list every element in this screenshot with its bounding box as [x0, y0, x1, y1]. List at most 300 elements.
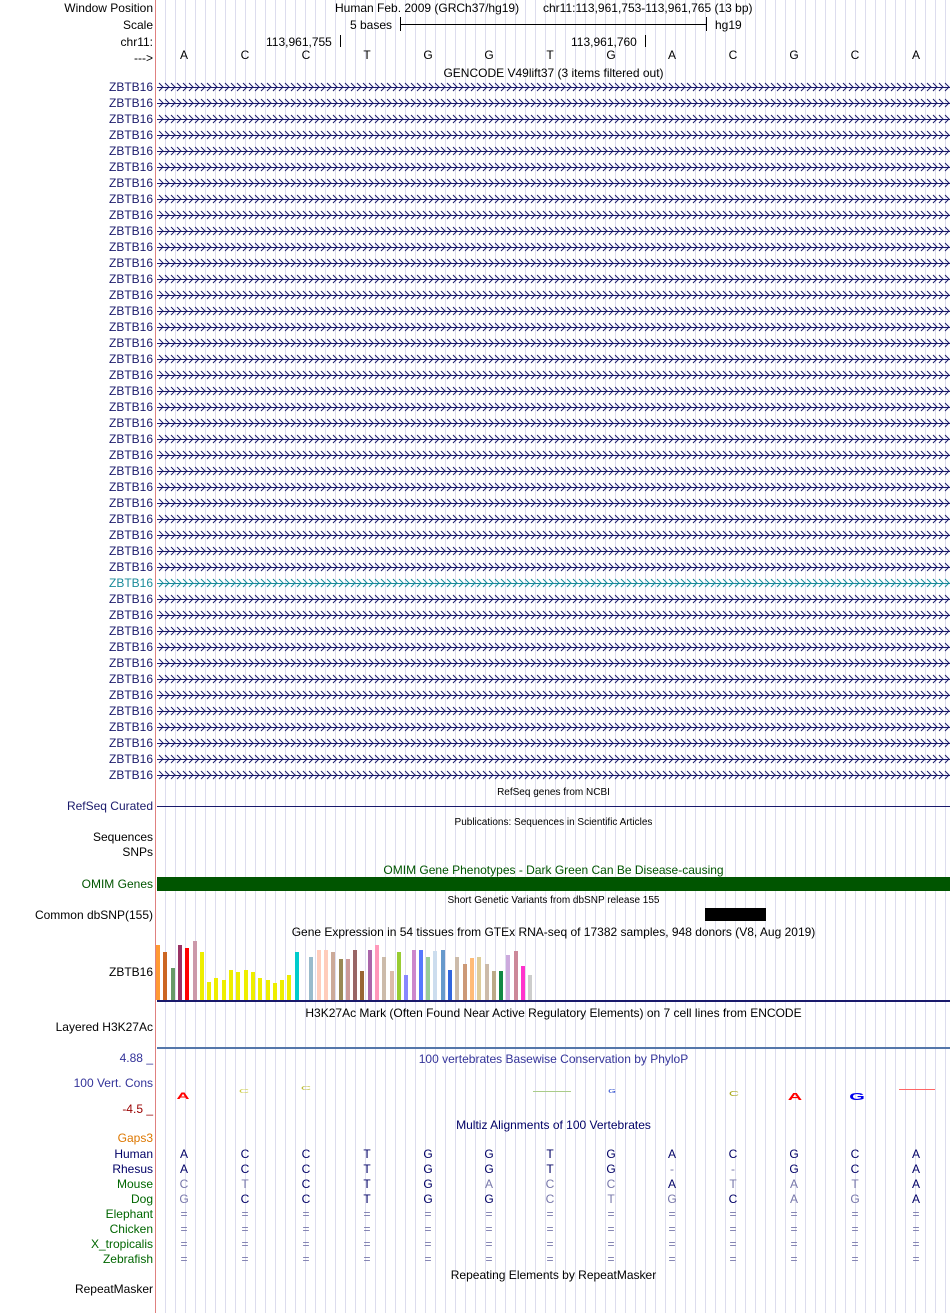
gencode-transcript[interactable] [157, 727, 950, 728]
species-label[interactable]: Rhesus [112, 1162, 153, 1176]
gtex-tissue-bar[interactable] [360, 971, 364, 1000]
species-label[interactable]: Dog [130, 1192, 153, 1206]
gencode-gene-label[interactable]: ZBTB16 [108, 560, 153, 574]
alignment-base: = [302, 1207, 310, 1221]
alignment-base: = [363, 1237, 371, 1251]
gtex-tissue-bar[interactable] [339, 959, 343, 1000]
phylop-ymax: 4.88 _ [119, 1051, 153, 1065]
strand-arrows [157, 114, 950, 125]
alignment-base: G [484, 1162, 494, 1176]
gencode-gene-label[interactable]: ZBTB16 [108, 240, 153, 254]
window-position-text[interactable]: chr11:113,961,753-113,961,765 (13 bp) [543, 1, 753, 15]
alignment-base: C [301, 1147, 311, 1161]
species-label[interactable]: Chicken [109, 1222, 153, 1236]
alignment-base: A [911, 1147, 920, 1161]
alignment-base: A [179, 1147, 188, 1161]
gencode-gene-label[interactable]: ZBTB16 [108, 576, 153, 590]
alignment-base: C [850, 1162, 860, 1176]
strand-label: ---> [134, 51, 153, 65]
alignment-base: = [546, 1252, 554, 1266]
gencode-transcript[interactable] [157, 279, 950, 280]
gencode-gene-label[interactable]: ZBTB16 [108, 512, 153, 526]
gencode-transcript[interactable] [157, 183, 950, 184]
gtex-tissue-bar[interactable] [477, 957, 481, 1000]
alignment-base: C [850, 1147, 860, 1161]
gaps-label[interactable]: Gaps3 [117, 1131, 153, 1145]
publications-label-line1[interactable]: Sequences [92, 830, 153, 844]
alignment-base: = [363, 1222, 371, 1236]
gtex-tissue-bar[interactable] [455, 957, 459, 1000]
gencode-gene-label[interactable]: ZBTB16 [108, 304, 153, 318]
gencode-transcript[interactable] [157, 407, 950, 408]
strand-arrows [157, 354, 950, 365]
strand-arrows [157, 418, 950, 429]
gencode-transcript[interactable] [157, 615, 950, 616]
gtex-tissue-bar[interactable] [251, 972, 255, 1000]
alignment-base: = [668, 1222, 676, 1236]
alignment-base: C [301, 1162, 311, 1176]
alignment-base: G [423, 1192, 433, 1206]
gencode-transcript[interactable] [157, 471, 950, 472]
gencode-gene-label[interactable]: ZBTB16 [108, 96, 153, 110]
gtex-tissue-bar[interactable] [382, 957, 386, 1000]
gencode-gene-label[interactable]: ZBTB16 [108, 656, 153, 670]
strand-arrows [157, 434, 950, 445]
gencode-gene-label[interactable]: ZBTB16 [108, 640, 153, 654]
gencode-transcript[interactable] [157, 199, 950, 200]
phylop-glyph-3: C [300, 1085, 312, 1092]
strand-arrows [157, 498, 950, 509]
alignment-base: T [241, 1177, 249, 1191]
gencode-transcript[interactable] [157, 647, 950, 648]
base-letter: A [179, 48, 188, 62]
multiz-track-title[interactable]: Multiz Alignments of 100 Vertebrates [456, 1118, 651, 1132]
gencode-transcript[interactable] [157, 487, 950, 488]
gencode-transcript[interactable] [157, 711, 950, 712]
refseq-label[interactable]: RefSeq Curated [66, 799, 153, 813]
base-letter: G [606, 48, 616, 62]
gencode-transcript[interactable] [157, 663, 950, 664]
gtex-tissue-bar[interactable] [229, 970, 233, 1000]
gencode-gene-label[interactable]: ZBTB16 [108, 592, 153, 606]
scale-bar [400, 24, 706, 25]
alignment-base: = [485, 1237, 493, 1251]
strand-arrows [157, 546, 950, 557]
gtex-tissue-bar[interactable] [470, 958, 474, 1000]
gencode-gene-label[interactable]: ZBTB16 [108, 496, 153, 510]
gencode-transcript[interactable] [157, 359, 950, 360]
strand-arrows [157, 562, 950, 573]
gtex-tissue-bar[interactable] [185, 948, 189, 1000]
gencode-gene-label[interactable]: ZBTB16 [108, 176, 153, 190]
gtex-tissue-bar[interactable] [368, 950, 372, 1000]
gencode-gene-label[interactable]: ZBTB16 [108, 336, 153, 350]
omim-track-title[interactable]: OMIM Gene Phenotypes - Dark Green Can Be Disease-causing [383, 863, 724, 877]
species-label[interactable]: Elephant [105, 1207, 153, 1221]
alignment-base: = [729, 1222, 737, 1236]
scale-bar-right-tick [706, 17, 707, 31]
gtex-tissue-bar[interactable] [528, 975, 532, 1000]
gencode-transcript[interactable] [157, 759, 950, 760]
db-label: hg19 [715, 18, 742, 32]
strand-arrows [157, 242, 950, 253]
gtex-tissue-bar[interactable] [404, 975, 408, 1000]
gtex-tissue-bar[interactable] [499, 971, 503, 1000]
gencode-gene-label[interactable]: ZBTB16 [108, 608, 153, 622]
gencode-gene-label[interactable]: ZBTB16 [108, 320, 153, 334]
gencode-gene-label[interactable]: ZBTB16 [108, 544, 153, 558]
strand-arrows [157, 226, 950, 237]
gencode-transcript[interactable] [157, 263, 950, 264]
strand-arrows [157, 594, 950, 605]
alignment-base: = [912, 1252, 920, 1266]
alignment-base: T [546, 1147, 554, 1161]
gencode-gene-label[interactable]: ZBTB16 [108, 528, 153, 542]
omim-label[interactable]: OMIM Genes [81, 877, 153, 891]
phylop-glyph-2: C [238, 1088, 250, 1095]
alignment-base: = [851, 1207, 859, 1221]
gencode-gene-label[interactable]: ZBTB16 [108, 672, 153, 686]
window-position-label: Window Position [64, 1, 153, 15]
gtex-tissue-bar[interactable] [331, 952, 335, 1000]
gtex-tissue-bar[interactable] [244, 970, 248, 1000]
strand-arrows [157, 642, 950, 653]
alignment-base: A [911, 1162, 920, 1176]
dbsnp-label[interactable]: Common dbSNP(155) [34, 908, 153, 922]
alignment-base: = [180, 1222, 188, 1236]
alignment-base: = [180, 1252, 188, 1266]
gtex-tissue-bar[interactable] [200, 952, 204, 1000]
gencode-gene-label[interactable]: ZBTB16 [108, 368, 153, 382]
gencode-gene-label[interactable]: ZBTB16 [108, 752, 153, 766]
gencode-transcript[interactable] [157, 567, 950, 568]
scale-label: Scale [122, 18, 153, 32]
gtex-tissue-bar[interactable] [346, 959, 350, 1000]
strand-arrows [157, 386, 950, 397]
strand-arrows [157, 130, 950, 141]
alignment-base: = [485, 1222, 493, 1236]
alignment-base: C [301, 1177, 311, 1191]
gencode-transcript[interactable] [157, 679, 950, 680]
gencode-transcript[interactable] [157, 695, 950, 696]
h3k27ac-track-title[interactable]: H3K27Ac Mark (Often Found Near Active Regulatory Elements) on 7 cell lines from ENCODE [305, 1006, 802, 1020]
gencode-gene-label[interactable]: ZBTB16 [108, 160, 153, 174]
species-label[interactable]: Mouse [116, 1177, 153, 1191]
gtex-tissue-bar[interactable] [441, 950, 445, 1000]
alignment-base: = [424, 1237, 432, 1251]
strand-arrows [157, 674, 950, 685]
gencode-transcript[interactable] [157, 103, 950, 104]
gtex-tissue-bar[interactable] [156, 945, 160, 1000]
gtex-gene-line [157, 1000, 950, 1002]
strand-arrows [157, 98, 950, 109]
gtex-tissue-bar[interactable] [207, 982, 211, 1000]
gencode-gene-label[interactable]: ZBTB16 [108, 480, 153, 494]
alignment-base: A [667, 1177, 676, 1191]
gencode-gene-label[interactable]: ZBTB16 [108, 464, 153, 478]
dbsnp-track-title[interactable]: Short Genetic Variants from dbSNP release 155 [447, 895, 660, 906]
alignment-base: C [240, 1192, 250, 1206]
strand-arrows [157, 338, 950, 349]
gencode-gene-label[interactable]: ZBTB16 [108, 720, 153, 734]
gtex-tissue-bar[interactable] [309, 957, 313, 1000]
gencode-transcript[interactable] [157, 503, 950, 504]
gencode-transcript[interactable] [157, 135, 950, 136]
gtex-tissue-bar[interactable] [353, 950, 357, 1000]
gtex-tissue-bar[interactable] [258, 978, 262, 1000]
publications-track-title[interactable]: Publications: Sequences in Scientific Articles [454, 817, 653, 828]
phylop-glyph-6: C [728, 1090, 740, 1098]
base-letter: G [423, 48, 433, 62]
phylop-ymin: -4.5 _ [122, 1102, 153, 1116]
alignment-base: C [179, 1177, 189, 1191]
strand-arrows [157, 466, 950, 477]
gencode-transcript[interactable] [157, 167, 950, 168]
gtex-tissue-bar[interactable] [163, 952, 167, 1000]
gtex-tissue-bar[interactable] [492, 971, 496, 1000]
gencode-gene-label[interactable]: ZBTB16 [108, 272, 153, 286]
gencode-transcript[interactable] [157, 119, 950, 120]
alignment-base: = [668, 1207, 676, 1221]
base-letter: A [667, 48, 676, 62]
alignment-base: T [546, 1162, 554, 1176]
repeatmasker-label[interactable]: RepeatMasker [74, 1282, 153, 1296]
alignment-base: T [363, 1192, 371, 1206]
gtex-tissue-bar[interactable] [214, 978, 218, 1000]
base-letter: C [301, 48, 311, 62]
gencode-gene-label[interactable]: ZBTB16 [108, 112, 153, 126]
strand-arrows [157, 770, 950, 781]
gencode-transcript[interactable] [157, 743, 950, 744]
gencode-transcript[interactable] [157, 551, 950, 552]
base-letter: T [363, 48, 371, 62]
alignment-base: G [789, 1162, 799, 1176]
alignment-base: = [241, 1222, 249, 1236]
phylop-track-title[interactable]: 100 vertebrates Basewise Conservation by PhyloP [418, 1052, 689, 1066]
alignment-base: = [302, 1237, 310, 1251]
gencode-transcript[interactable] [157, 87, 950, 88]
strand-arrows [157, 530, 950, 541]
gencode-transcript[interactable] [157, 215, 950, 216]
coordinate-tick-2 [645, 35, 646, 47]
gencode-transcript[interactable] [157, 391, 950, 392]
gencode-track-title[interactable]: GENCODE V49lift37 (3 items filtered out) [443, 66, 664, 80]
gtex-tissue-bar[interactable] [193, 941, 197, 1000]
gtex-tissue-bar[interactable] [295, 952, 299, 1000]
alignment-base: A [911, 1192, 920, 1206]
alignment-base: A [911, 1177, 920, 1191]
gencode-transcript[interactable] [157, 423, 950, 424]
gencode-transcript[interactable] [157, 631, 950, 632]
alignment-base: C [240, 1147, 250, 1161]
gtex-label[interactable]: ZBTB16 [108, 965, 153, 979]
strand-arrows [157, 370, 950, 381]
assembly-title: Human Feb. 2009 (GRCh37/hg19) [335, 1, 520, 15]
strand-arrows [157, 402, 950, 413]
gencode-gene-label[interactable]: ZBTB16 [108, 256, 153, 270]
gtex-tissue-bar[interactable] [375, 945, 379, 1000]
gtex-track-title[interactable]: Gene Expression in 54 tissues from GTEx RNA-seq of 17382 samples, 948 donors (V8, Aug 2019) [291, 925, 816, 939]
alignment-base: = [241, 1237, 249, 1251]
base-letter: C [850, 48, 860, 62]
gencode-transcript[interactable] [157, 295, 950, 296]
gencode-gene-label[interactable]: ZBTB16 [108, 704, 153, 718]
phylop-glyph-7: A [787, 1091, 803, 1103]
gencode-transcript[interactable] [157, 231, 950, 232]
species-label[interactable]: Zebrafish [102, 1252, 153, 1266]
gtex-tissue-bar[interactable] [390, 971, 394, 1000]
gtex-tissue-bar[interactable] [448, 970, 452, 1000]
base-letter: G [484, 48, 494, 62]
gencode-gene-label[interactable]: ZBTB16 [108, 80, 153, 94]
alignment-base: = [668, 1237, 676, 1251]
gencode-gene-label[interactable]: ZBTB16 [108, 384, 153, 398]
gencode-gene-label[interactable]: ZBTB16 [108, 224, 153, 238]
gencode-transcript[interactable] [157, 775, 950, 776]
gencode-transcript[interactable] [157, 375, 950, 376]
gtex-tissue-bar[interactable] [324, 950, 328, 1000]
gtex-tissue-bar[interactable] [485, 964, 489, 1000]
gtex-tissue-bar[interactable] [317, 950, 321, 1000]
alignment-base: G [423, 1177, 433, 1191]
strand-arrows [157, 194, 950, 205]
alignment-base: C [545, 1177, 555, 1191]
gtex-tissue-bar[interactable] [433, 951, 437, 1000]
alignment-base: G [484, 1192, 494, 1206]
gencode-gene-label[interactable]: ZBTB16 [108, 128, 153, 142]
gencode-transcript[interactable] [157, 599, 950, 600]
gtex-tissue-bar[interactable] [412, 950, 416, 1000]
alignment-base: A [179, 1162, 188, 1176]
refseq-track-title[interactable]: RefSeq genes from NCBI [497, 787, 610, 798]
base-letter: C [728, 48, 738, 62]
gencode-gene-label[interactable]: ZBTB16 [108, 288, 153, 302]
strand-arrows [157, 738, 950, 749]
gencode-gene-label[interactable]: ZBTB16 [108, 400, 153, 414]
gencode-gene-label[interactable]: ZBTB16 [108, 432, 153, 446]
alignment-base: = [424, 1252, 432, 1266]
strand-arrows [157, 322, 950, 333]
gtex-tissue-bar[interactable] [171, 968, 175, 1000]
alignment-base: G [667, 1192, 677, 1206]
gtex-tissue-bar[interactable] [280, 980, 284, 1000]
alignment-base: T [363, 1177, 371, 1191]
gencode-transcript[interactable] [157, 455, 950, 456]
strand-arrows [157, 626, 950, 637]
gencode-gene-label[interactable]: ZBTB16 [108, 416, 153, 430]
gencode-gene-label[interactable]: ZBTB16 [108, 144, 153, 158]
alignment-base: A [667, 1147, 676, 1161]
gencode-gene-label[interactable]: ZBTB16 [108, 352, 153, 366]
gencode-gene-label[interactable]: ZBTB16 [108, 208, 153, 222]
alignment-base: = [607, 1207, 615, 1221]
gtex-tissue-bar[interactable] [273, 983, 277, 1000]
gtex-tissue-bar[interactable] [506, 955, 510, 1000]
strand-arrows [157, 658, 950, 669]
alignment-base: A [789, 1177, 798, 1191]
publications-label-line2[interactable]: SNPs [122, 845, 153, 859]
alignment-base: = [851, 1252, 859, 1266]
h3k27ac-label[interactable]: Layered H3K27Ac [55, 1020, 153, 1034]
alignment-base: = [668, 1252, 676, 1266]
strand-arrows [157, 258, 950, 269]
species-label[interactable]: X_tropicalis [90, 1237, 153, 1251]
species-label[interactable]: Human [114, 1147, 153, 1161]
snp-item[interactable] [705, 908, 766, 921]
gtex-tissue-bar[interactable] [521, 966, 525, 1000]
phylop-glyph-5: G [608, 1088, 616, 1095]
alignment-base: = [302, 1252, 310, 1266]
h3k27ac-signal-line [157, 1047, 950, 1049]
gencode-transcript[interactable] [157, 327, 950, 328]
coordinate-label-2: 113,961,760 [571, 35, 637, 49]
base-letter: G [789, 48, 799, 62]
gtex-tissue-bar[interactable] [178, 945, 182, 1000]
strand-arrows [157, 162, 950, 173]
strand-arrows [157, 82, 950, 93]
gencode-transcript[interactable] [157, 519, 950, 520]
alignment-base: = [363, 1252, 371, 1266]
alignment-base: = [546, 1207, 554, 1221]
gencode-transcript[interactable] [157, 151, 950, 152]
gtex-tissue-bar[interactable] [514, 951, 518, 1000]
coordinate-tick-1 [340, 35, 341, 47]
gencode-transcript[interactable] [157, 535, 950, 536]
gencode-gene-label[interactable]: ZBTB16 [108, 736, 153, 750]
gencode-transcript[interactable] [157, 583, 950, 584]
alignment-base: C [728, 1192, 738, 1206]
gtex-tissue-bar[interactable] [266, 980, 270, 1000]
gtex-tissue-bar[interactable] [463, 964, 467, 1000]
gtex-tissue-bar[interactable] [419, 950, 423, 1000]
alignment-base: C [728, 1147, 738, 1161]
alignment-base: = [241, 1252, 249, 1266]
gencode-transcript[interactable] [157, 343, 950, 344]
alignment-base: = [729, 1252, 737, 1266]
refseq-gene-line[interactable] [157, 806, 950, 807]
gencode-transcript[interactable] [157, 311, 950, 312]
gtex-tissue-bar[interactable] [222, 980, 226, 1000]
gencode-gene-label[interactable]: ZBTB16 [108, 768, 153, 782]
alignment-base: A [789, 1192, 798, 1206]
gtex-tissue-bar[interactable] [397, 952, 401, 1000]
omim-gene-bar[interactable] [157, 877, 950, 891]
phylop-logo [157, 1080, 950, 1104]
alignment-base: = [729, 1237, 737, 1251]
gtex-tissue-bar[interactable] [426, 957, 430, 1000]
alignment-base: A [484, 1177, 493, 1191]
gencode-gene-label[interactable]: ZBTB16 [108, 192, 153, 206]
gencode-gene-label[interactable]: ZBTB16 [108, 624, 153, 638]
gtex-tissue-bar[interactable] [287, 975, 291, 1000]
alignment-base: = [241, 1207, 249, 1221]
repeatmasker-track-title[interactable]: Repeating Elements by RepeatMasker [450, 1268, 657, 1282]
gtex-tissue-bar[interactable] [236, 972, 240, 1000]
phylop-label[interactable]: 100 Vert. Cons [73, 1076, 153, 1090]
alignment-base: T [851, 1177, 859, 1191]
gencode-transcript[interactable] [157, 247, 950, 248]
gencode-gene-label[interactable]: ZBTB16 [108, 448, 153, 462]
alignment-base: C [240, 1162, 250, 1176]
gencode-transcript[interactable] [157, 439, 950, 440]
alignment-base: - [670, 1162, 674, 1176]
alignment-base: = [302, 1222, 310, 1236]
gencode-gene-label[interactable]: ZBTB16 [108, 688, 153, 702]
strand-arrows [157, 450, 950, 461]
strand-arrows [157, 274, 950, 285]
strand-arrows [157, 290, 950, 301]
coordinate-label-1: 113,961,755 [266, 35, 332, 49]
